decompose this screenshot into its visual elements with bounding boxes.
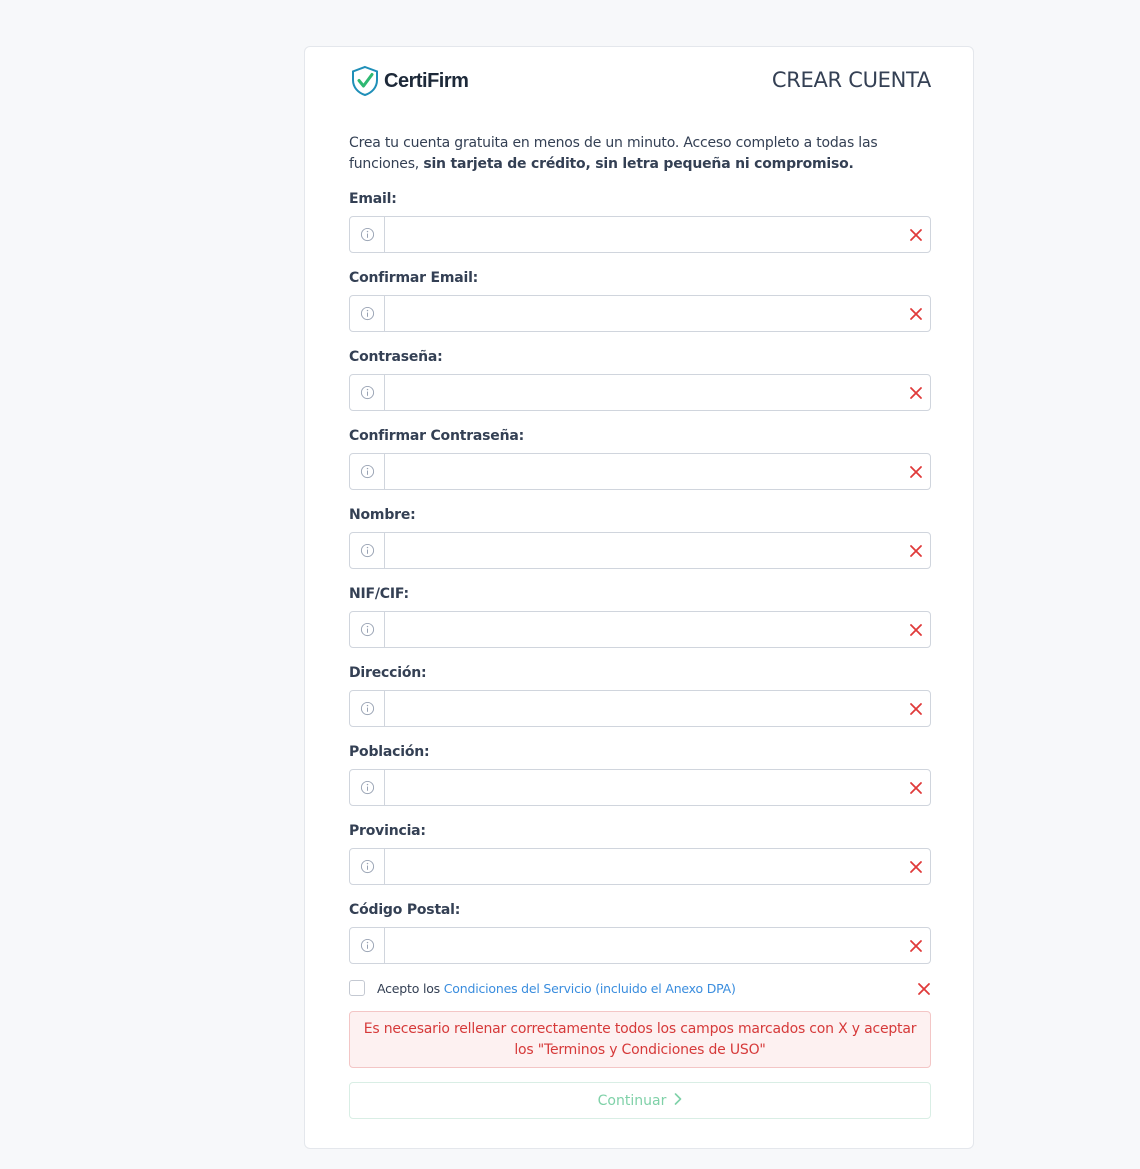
field-error-icon (902, 296, 930, 331)
form-field (349, 900, 931, 979)
text-input[interactable] (385, 296, 902, 331)
terms-link[interactable]: Condiciones del Servicio (incluido el Anexo DPA) (443, 980, 736, 996)
field-error-icon (902, 533, 930, 568)
field-error-icon (902, 454, 930, 489)
field-label: Confirmar Contraseña: (349, 428, 525, 444)
field-label: Población: (349, 744, 430, 760)
input-group (349, 927, 931, 964)
error-alert: Es necesario rellenar correctamente todos los campos marcados con X y aceptar los "Terminos y Condiciones de USO" (349, 1011, 931, 1068)
intro-regular: Crea tu cuenta gratuita en menos de un minuto. Acceso completo a todas las funciones, (349, 135, 878, 172)
shield-check-icon (350, 65, 380, 97)
field-label: Contraseña: (349, 349, 443, 365)
field-label: Código Postal: (349, 902, 461, 918)
field-error-icon (902, 612, 930, 647)
form-field (349, 426, 931, 505)
input-group (349, 690, 931, 727)
terms-prefix: Acepto los (377, 980, 444, 996)
field-error-icon (902, 849, 930, 884)
field-label: Confirmar Email: (349, 270, 479, 286)
field-error-icon (902, 217, 930, 252)
input-group (349, 374, 931, 411)
info-icon[interactable] (350, 928, 385, 963)
text-input[interactable] (385, 770, 902, 805)
field-label: Nombre: (349, 507, 416, 523)
field-error-icon (902, 375, 930, 410)
text-input[interactable] (385, 691, 902, 726)
input-group (349, 532, 931, 569)
field-error-icon (902, 770, 930, 805)
field-error-icon (902, 928, 930, 963)
input-group (349, 611, 931, 648)
signup-card (304, 46, 974, 1149)
page-title: CREAR CUENTA (771, 68, 931, 92)
intro-bold: sin tarjeta de crédito, sin letra pequeña ni compromiso. (423, 156, 854, 172)
form-field (349, 821, 931, 900)
intro-text (349, 133, 931, 175)
text-input[interactable] (385, 217, 902, 252)
terms-label (377, 981, 736, 996)
continue-label: Continuar (597, 1092, 667, 1109)
info-icon[interactable] (350, 691, 385, 726)
continue-button[interactable] (349, 1082, 931, 1119)
terms-error-icon (917, 981, 931, 1000)
form-field (349, 663, 931, 742)
input-group (349, 453, 931, 490)
brand-name: CertiFirm (384, 69, 469, 92)
info-icon[interactable] (350, 217, 385, 252)
info-icon[interactable] (350, 533, 385, 568)
info-icon[interactable] (350, 375, 385, 410)
field-error-icon (902, 691, 930, 726)
text-input[interactable] (385, 928, 902, 963)
text-input[interactable] (385, 612, 902, 647)
info-icon[interactable] (350, 612, 385, 647)
terms-checkbox[interactable] (349, 980, 365, 996)
form-field (349, 189, 931, 268)
brand-logo (350, 65, 468, 97)
chevron-right-icon (666, 1093, 682, 1109)
text-input[interactable] (385, 454, 902, 489)
field-label: Email: (349, 191, 397, 207)
info-icon[interactable] (350, 770, 385, 805)
text-input[interactable] (385, 849, 902, 884)
info-icon[interactable] (350, 296, 385, 331)
input-group (349, 216, 931, 253)
input-group (349, 848, 931, 885)
field-label: NIF/CIF: (349, 586, 409, 602)
form-field (349, 742, 931, 821)
info-icon[interactable] (350, 454, 385, 489)
form-fields (349, 189, 931, 979)
form-field (349, 268, 931, 347)
field-label: Provincia: (349, 823, 426, 839)
form-field (349, 584, 931, 663)
terms-row (349, 975, 931, 1001)
text-input[interactable] (385, 375, 902, 410)
card-header (349, 47, 931, 133)
input-group (349, 295, 931, 332)
field-label: Dirección: (349, 665, 427, 681)
input-group (349, 769, 931, 806)
text-input[interactable] (385, 533, 902, 568)
info-icon[interactable] (350, 849, 385, 884)
form-field (349, 347, 931, 426)
signup-form (349, 47, 931, 1119)
form-field (349, 505, 931, 584)
